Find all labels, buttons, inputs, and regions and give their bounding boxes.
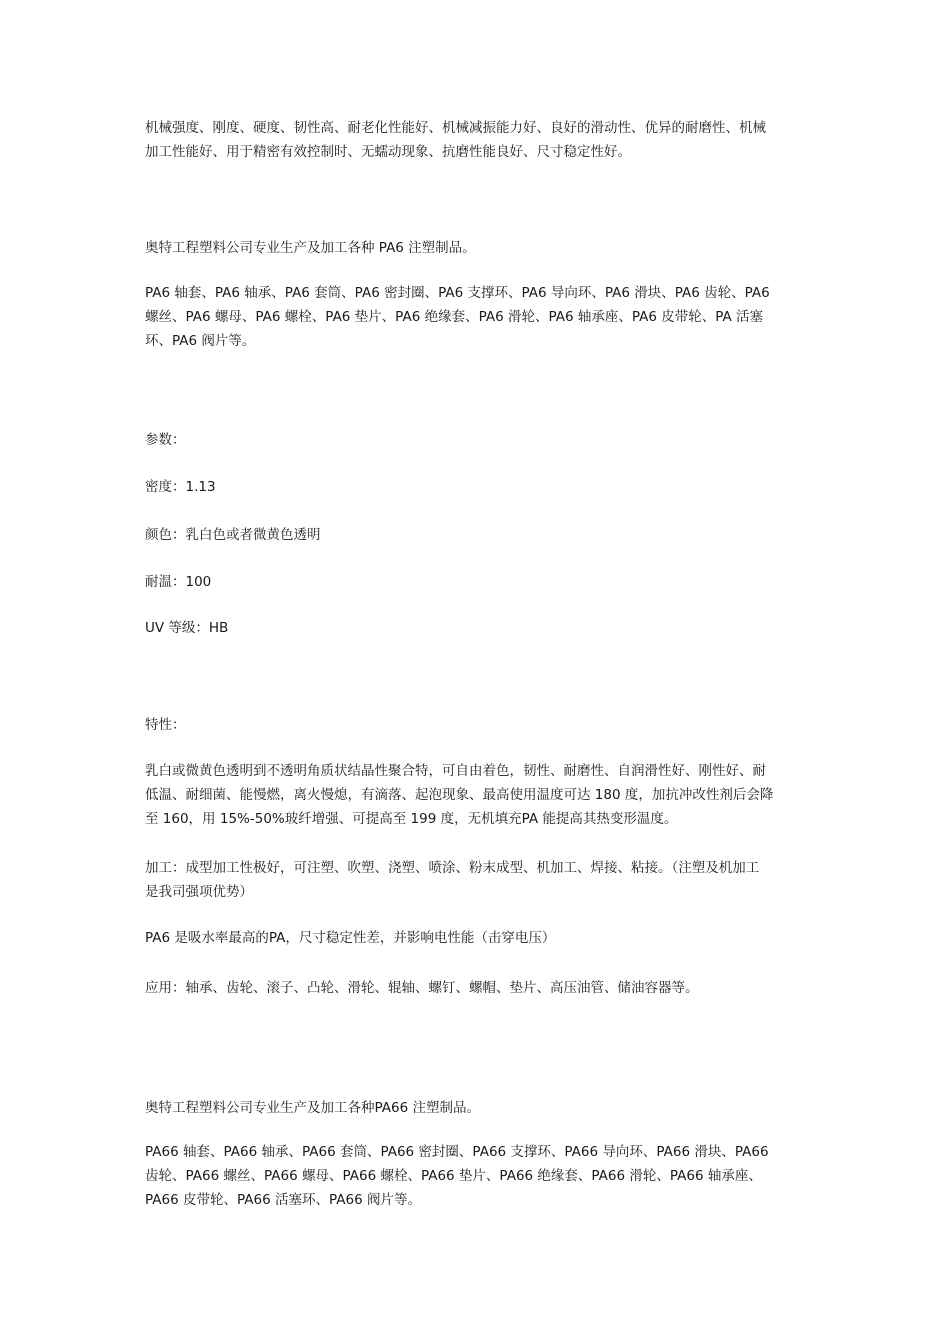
text-line: 乳白或微黄色透明到不透明角质状结晶性聚合特，可自由着色，韧性、耐磨性、自润滑性好、刚性好、耐 [145, 763, 766, 779]
text-line: 齿轮、PA66 螺丝、PA66 螺母、PA66 螺栓、PA66 垫片、PA66 绝缘套、PA66 滑轮、PA66 轴承座、 [145, 1168, 762, 1184]
text-line: 螺丝、PA6 螺母、PA6 螺栓、PA6 垫片、PA6 绝缘套、PA6 滑轮、PA6 轴承座、PA6 皮带轮、PA 活塞 [145, 309, 764, 325]
properties-paragraph [145, 759, 855, 831]
heat-resistance-line: 耐温：100 [145, 574, 212, 590]
text-line: 环、PA6 阀片等。 [145, 333, 256, 349]
text-line: 机械强度、刚度、硬度、韧性高、耐老化性能好、机械减振能力好、良好的滑动性、优异的耐磨性、机械 [145, 120, 766, 136]
text-line: PA6 轴套、PA6 轴承、PA6 套筒、PA6 密封圈、PA6 支撑环、PA6 导向环、PA6 滑块、PA6 齿轮、PA6 [145, 285, 770, 301]
uv-grade-line: UV 等级：HB [145, 620, 229, 636]
params-heading: 参数： [145, 432, 186, 448]
pa66-products-paragraph [145, 1140, 855, 1212]
text-line: 是我司强项优势） [145, 884, 253, 900]
text-line: 加工性能好、用于精密有效控制时、无蠕动现象、抗磨性能良好、尺寸稳定性好。 [145, 144, 631, 160]
pa66-company-line: 奥特工程塑料公司专业生产及加工各种PA66 注塑制品。 [145, 1100, 480, 1116]
pa6-products-paragraph [145, 281, 855, 353]
text-line: PA66 轴套、PA66 轴承、PA66 套筒、PA66 密封圈、PA66 支撑环、PA66 导向环、PA66 滑块、PA66 [145, 1144, 769, 1160]
density-line: 密度：1.13 [145, 479, 216, 495]
water-absorption-line: PA6 是吸水率最高的PA，尺寸稳定性差，并影响电性能（击穿电压） [145, 930, 556, 946]
text-line: PA66 皮带轮、PA66 活塞环、PA66 阀片等。 [145, 1192, 421, 1208]
properties-heading: 特性： [145, 717, 186, 733]
processing-paragraph [145, 856, 855, 904]
color-line: 颜色：乳白色或者微黄色透明 [145, 527, 321, 543]
pa6-company-line: 奥特工程塑料公司专业生产及加工各种 PA6 注塑制品。 [145, 240, 476, 256]
applications-line: 应用：轴承、齿轮、滚子、凸轮、滑轮、辊轴、螺钉、螺帽、垫片、高压油管、储油容器等。 [145, 980, 699, 996]
text-line: 至 160，用 15%-50%玻纤增强、可提高至 199 度，无机填充PA 能提高其热变形温度。 [145, 811, 678, 827]
intro-paragraph [145, 116, 855, 164]
text-line: 低温、耐细菌、能慢燃，离火慢熄，有滴落、起泡现象、最高使用温度可达 180 度，加抗冲改性剂后会降 [145, 787, 774, 803]
text-line: 加工：成型加工性极好，可注塑、吹塑、浇塑、喷涂、粉末成型、机加工、焊接、粘接。（注塑及机加工 [145, 860, 760, 876]
